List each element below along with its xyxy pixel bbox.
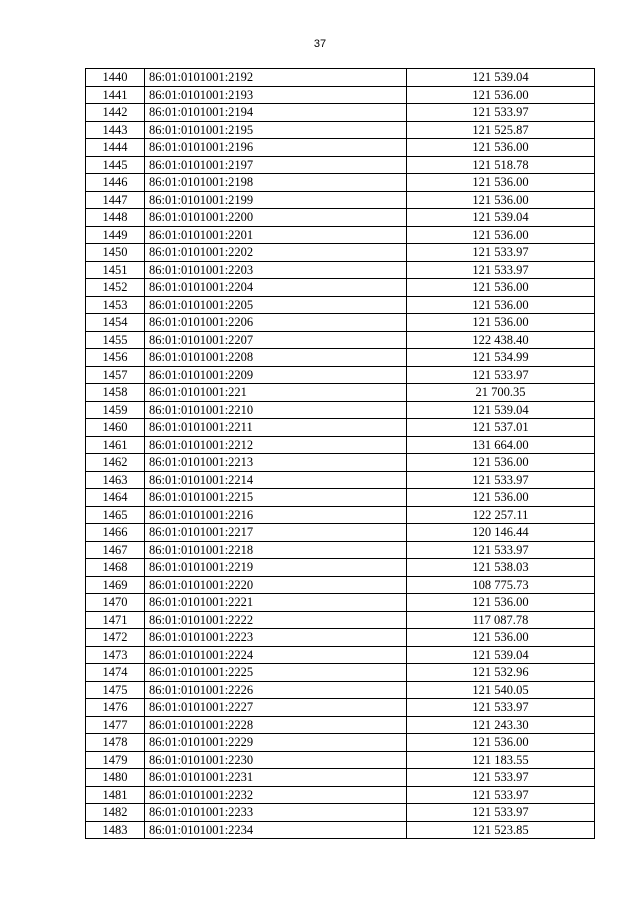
cadastral-number-cell: 86:01:0101001:2231 — [145, 769, 407, 787]
cadastral-value-cell: 121 539.04 — [407, 69, 595, 87]
table-row — [86, 804, 595, 822]
cadastral-value-cell: 121 536.00 — [407, 174, 595, 192]
table-row — [86, 366, 595, 384]
cadastral-number-cell: 86:01:0101001:2208 — [145, 349, 407, 367]
table-row — [86, 594, 595, 612]
cadastral-number-cell: 86:01:0101001:2221 — [145, 594, 407, 612]
cadastral-value-cell: 131 664.00 — [407, 436, 595, 454]
cadastral-value-cell: 121 538.03 — [407, 559, 595, 577]
table-row — [86, 716, 595, 734]
row-number-cell: 1476 — [86, 699, 145, 717]
cadastral-value-cell: 120 146.44 — [407, 524, 595, 542]
cadastral-value-cell: 117 087.78 — [407, 611, 595, 629]
cadastral-value-cell: 121 536.00 — [407, 139, 595, 157]
row-number-cell: 1469 — [86, 576, 145, 594]
row-number-cell: 1443 — [86, 121, 145, 139]
table-row — [86, 699, 595, 717]
table-row — [86, 401, 595, 419]
table-row — [86, 296, 595, 314]
row-number-cell: 1460 — [86, 419, 145, 437]
table-row — [86, 506, 595, 524]
cadastral-number-cell: 86:01:0101001:2234 — [145, 821, 407, 839]
table-row — [86, 419, 595, 437]
cadastral-number-cell: 86:01:0101001:2196 — [145, 139, 407, 157]
row-number-cell: 1470 — [86, 594, 145, 612]
cadastral-number-cell: 86:01:0101001:2205 — [145, 296, 407, 314]
page-number: 37 — [313, 38, 327, 50]
row-number-cell: 1478 — [86, 734, 145, 752]
cadastral-value-cell: 121 533.97 — [407, 699, 595, 717]
row-number-cell: 1453 — [86, 296, 145, 314]
cadastral-value-cell: 121 536.00 — [407, 296, 595, 314]
cadastral-value-cell: 122 257.11 — [407, 506, 595, 524]
cadastral-number-cell: 86:01:0101001:2193 — [145, 86, 407, 104]
row-number-cell: 1445 — [86, 156, 145, 174]
table-row — [86, 786, 595, 804]
cadastral-value-cell: 121 536.00 — [407, 314, 595, 332]
cadastral-value-cell: 121 533.97 — [407, 471, 595, 489]
cadastral-value-table — [85, 68, 595, 839]
cadastral-value-cell: 121 243.30 — [407, 716, 595, 734]
table-row — [86, 436, 595, 454]
table-row — [86, 139, 595, 157]
table-row — [86, 681, 595, 699]
row-number-cell: 1450 — [86, 244, 145, 262]
row-number-cell: 1482 — [86, 804, 145, 822]
cadastral-number-cell: 86:01:0101001:2230 — [145, 751, 407, 769]
cadastral-number-cell: 86:01:0101001:2226 — [145, 681, 407, 699]
row-number-cell: 1483 — [86, 821, 145, 839]
cadastral-number-cell: 86:01:0101001:2219 — [145, 559, 407, 577]
row-number-cell: 1454 — [86, 314, 145, 332]
row-number-cell: 1475 — [86, 681, 145, 699]
row-number-cell: 1479 — [86, 751, 145, 769]
row-number-cell: 1446 — [86, 174, 145, 192]
cadastral-number-cell: 86:01:0101001:2224 — [145, 646, 407, 664]
cadastral-number-cell: 86:01:0101001:2195 — [145, 121, 407, 139]
cadastral-value-cell: 121 536.00 — [407, 734, 595, 752]
table-row — [86, 664, 595, 682]
cadastral-number-cell: 86:01:0101001:2225 — [145, 664, 407, 682]
cadastral-value-cell: 121 533.97 — [407, 104, 595, 122]
row-number-cell: 1465 — [86, 506, 145, 524]
cadastral-value-cell: 121 536.00 — [407, 191, 595, 209]
row-number-cell: 1464 — [86, 489, 145, 507]
cadastral-value-cell: 121 536.00 — [407, 594, 595, 612]
cadastral-value-cell: 121 539.04 — [407, 401, 595, 419]
cadastral-number-cell: 86:01:0101001:2206 — [145, 314, 407, 332]
table-row — [86, 734, 595, 752]
cadastral-number-cell: 86:01:0101001:2197 — [145, 156, 407, 174]
cadastral-number-cell: 86:01:0101001:2218 — [145, 541, 407, 559]
table-row — [86, 559, 595, 577]
table-row — [86, 821, 595, 839]
cadastral-value-cell: 122 438.40 — [407, 331, 595, 349]
cadastral-value-cell: 121 532.96 — [407, 664, 595, 682]
row-number-cell: 1441 — [86, 86, 145, 104]
table-row — [86, 244, 595, 262]
row-number-cell: 1477 — [86, 716, 145, 734]
row-number-cell: 1474 — [86, 664, 145, 682]
row-number-cell: 1440 — [86, 69, 145, 87]
cadastral-value-cell: 121 536.00 — [407, 279, 595, 297]
row-number-cell: 1452 — [86, 279, 145, 297]
row-number-cell: 1466 — [86, 524, 145, 542]
cadastral-value-cell: 121 536.00 — [407, 86, 595, 104]
cadastral-number-cell: 86:01:0101001:2210 — [145, 401, 407, 419]
cadastral-value-cell: 121 533.97 — [407, 804, 595, 822]
cadastral-number-cell: 86:01:0101001:2201 — [145, 226, 407, 244]
table-row — [86, 611, 595, 629]
cadastral-number-cell: 86:01:0101001:2202 — [145, 244, 407, 262]
cadastral-value-cell: 121 536.00 — [407, 226, 595, 244]
row-number-cell: 1457 — [86, 366, 145, 384]
table-row — [86, 349, 595, 367]
table-row — [86, 524, 595, 542]
table-row — [86, 314, 595, 332]
cadastral-number-cell: 86:01:0101001:2200 — [145, 209, 407, 227]
cadastral-number-cell: 86:01:0101001:2207 — [145, 331, 407, 349]
row-number-cell: 1463 — [86, 471, 145, 489]
cadastral-value-cell: 121 533.97 — [407, 541, 595, 559]
cadastral-number-cell: 86:01:0101001:2214 — [145, 471, 407, 489]
row-number-cell: 1459 — [86, 401, 145, 419]
cadastral-number-cell: 86:01:0101001:2232 — [145, 786, 407, 804]
cadastral-value-cell: 121 537.01 — [407, 419, 595, 437]
cadastral-value-cell: 121 518.78 — [407, 156, 595, 174]
table-row — [86, 209, 595, 227]
cadastral-value-cell: 121 533.97 — [407, 244, 595, 262]
row-number-cell: 1471 — [86, 611, 145, 629]
cadastral-value-cell: 121 534.99 — [407, 349, 595, 367]
cadastral-number-cell: 86:01:0101001:2217 — [145, 524, 407, 542]
row-number-cell: 1458 — [86, 384, 145, 402]
row-number-cell: 1448 — [86, 209, 145, 227]
table-row — [86, 751, 595, 769]
table-row — [86, 226, 595, 244]
cadastral-value-cell: 121 540.05 — [407, 681, 595, 699]
cadastral-number-cell: 86:01:0101001:2192 — [145, 69, 407, 87]
cadastral-number-cell: 86:01:0101001:2198 — [145, 174, 407, 192]
table-row — [86, 576, 595, 594]
table-row — [86, 156, 595, 174]
row-number-cell: 1467 — [86, 541, 145, 559]
table-row — [86, 769, 595, 787]
row-number-cell: 1449 — [86, 226, 145, 244]
table-row — [86, 629, 595, 647]
cadastral-value-cell: 121 523.85 — [407, 821, 595, 839]
cadastral-value-cell: 121 539.04 — [407, 209, 595, 227]
table-row — [86, 541, 595, 559]
cadastral-value-cell: 121 539.04 — [407, 646, 595, 664]
table-row — [86, 471, 595, 489]
table-row — [86, 384, 595, 402]
table-row — [86, 331, 595, 349]
cadastral-number-cell: 86:01:0101001:2220 — [145, 576, 407, 594]
cadastral-number-cell: 86:01:0101001:2215 — [145, 489, 407, 507]
row-number-cell: 1447 — [86, 191, 145, 209]
cadastral-value-cell: 121 533.97 — [407, 261, 595, 279]
row-number-cell: 1472 — [86, 629, 145, 647]
row-number-cell: 1480 — [86, 769, 145, 787]
row-number-cell: 1451 — [86, 261, 145, 279]
row-number-cell: 1442 — [86, 104, 145, 122]
cadastral-value-cell: 121 536.00 — [407, 629, 595, 647]
table-row — [86, 86, 595, 104]
table-row — [86, 174, 595, 192]
row-number-cell: 1456 — [86, 349, 145, 367]
cadastral-number-cell: 86:01:0101001:2229 — [145, 734, 407, 752]
table-row — [86, 69, 595, 87]
cadastral-number-cell: 86:01:0101001:2209 — [145, 366, 407, 384]
cadastral-value-cell: 121 533.97 — [407, 786, 595, 804]
cadastral-value-cell: 121 183.55 — [407, 751, 595, 769]
cadastral-number-cell: 86:01:0101001:2213 — [145, 454, 407, 472]
cadastral-value-cell: 121 533.97 — [407, 769, 595, 787]
table-body — [86, 69, 595, 839]
cadastral-number-cell: 86:01:0101001:2194 — [145, 104, 407, 122]
table-row — [86, 121, 595, 139]
cadastral-number-cell: 86:01:0101001:2223 — [145, 629, 407, 647]
cadastral-number-cell: 86:01:0101001:2233 — [145, 804, 407, 822]
cadastral-value-cell: 121 533.97 — [407, 366, 595, 384]
table-row — [86, 104, 595, 122]
cadastral-value-cell: 121 525.87 — [407, 121, 595, 139]
cadastral-number-cell: 86:01:0101001:2227 — [145, 699, 407, 717]
row-number-cell: 1481 — [86, 786, 145, 804]
row-number-cell: 1444 — [86, 139, 145, 157]
row-number-cell: 1461 — [86, 436, 145, 454]
row-number-cell: 1468 — [86, 559, 145, 577]
cadastral-value-cell: 121 536.00 — [407, 454, 595, 472]
table-row — [86, 489, 595, 507]
table-row — [86, 454, 595, 472]
cadastral-value-cell: 21 700.35 — [407, 384, 595, 402]
cadastral-number-cell: 86:01:0101001:2199 — [145, 191, 407, 209]
table-row — [86, 646, 595, 664]
cadastral-value-cell: 108 775.73 — [407, 576, 595, 594]
table-row — [86, 191, 595, 209]
cadastral-number-cell: 86:01:0101001:2212 — [145, 436, 407, 454]
table-row — [86, 261, 595, 279]
cadastral-number-cell: 86:01:0101001:2211 — [145, 419, 407, 437]
row-number-cell: 1455 — [86, 331, 145, 349]
cadastral-number-cell: 86:01:0101001:2216 — [145, 506, 407, 524]
row-number-cell: 1462 — [86, 454, 145, 472]
cadastral-number-cell: 86:01:0101001:221 — [145, 384, 407, 402]
cadastral-number-cell: 86:01:0101001:2222 — [145, 611, 407, 629]
cadastral-number-cell: 86:01:0101001:2228 — [145, 716, 407, 734]
cadastral-number-cell: 86:01:0101001:2204 — [145, 279, 407, 297]
cadastral-number-cell: 86:01:0101001:2203 — [145, 261, 407, 279]
table-row — [86, 279, 595, 297]
cadastral-value-cell: 121 536.00 — [407, 489, 595, 507]
row-number-cell: 1473 — [86, 646, 145, 664]
